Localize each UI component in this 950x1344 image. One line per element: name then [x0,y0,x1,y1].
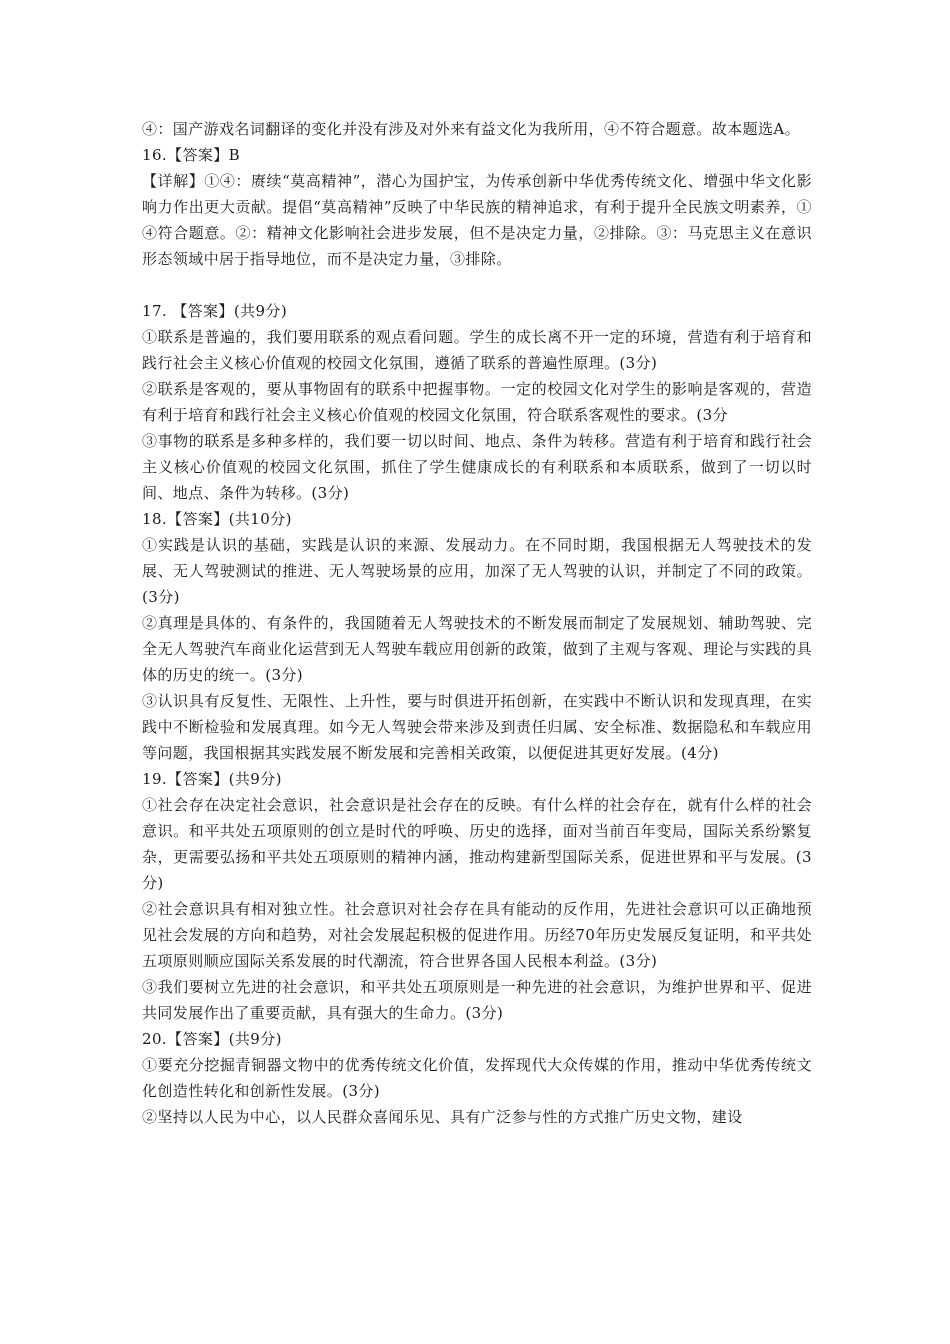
answer-heading-20: 20.【答案】(共9分) [142,1030,282,1048]
paragraph-q18-point-2: ②真理是具体的、有条件的，我国随着无人驾驶技术的不断发展而制定了发展规划、辅助驾驶、完全无人驾驶汽车商业化运营到无人驾驶车载应用创新的政策，做到了主观与客观、理论与实践的具体的历史的统一。(3分) [142,614,812,684]
answer-heading-16: 16.【答案】B [142,146,241,164]
blank-line [142,272,812,298]
document-page [142,116,812,1130]
paragraph-q19-point-2: ②社会意识具有相对独立性。社会意识对社会存在具有能动的反作用，先进社会意识可以正确地预见社会发展的方向和趋势，对社会发展起积极的促进作用。历经70年历史发展反复证明，和平共处五项原则顺应国际关系发展的时代潮流，符合世界各国人民根本利益。(3分) [142,900,812,970]
paragraph-q17-point-1: ①联系是普遍的，我们要用联系的观点看问题。学生的成长离不开一定的环境，营造有利于培育和践行社会主义核心价值观的校园文化氛围，遵循了联系的普遍性原理。(3分) [142,328,812,372]
paragraph-q17-point-3: ③事物的联系是多种多样的，我们要一切以时间、地点、条件为转移。营造有利于培育和践行社会主义核心价值观的校园文化氛围，抓住了学生健康成长的有利联系和本质联系，做到了一切以时间、地点、条件为转移。(3分) [142,432,812,502]
paragraph-q19-point-3: ③我们要树立先进的社会意识，和平共处五项原则是一种先进的社会意识，为维护世界和平、促进共同发展作出了重要贡献，具有强大的生命力。(3分) [142,978,812,1022]
answer-heading-17: 17. 【答案】(共9分) [142,302,288,320]
answer-heading-18: 18.【答案】(共10分) [142,510,292,528]
paragraph-q19-point-1: ①社会存在决定社会意识，社会意识是社会存在的反映。有什么样的社会存在，就有什么样的社会意识。和平共处五项原则的创立是时代的呼唤、历史的选择，面对当前百年变局，国际关系纷繁复杂，更需要弘扬和平共处五项原则的精神内涵，推动构建新型国际关系，促进世界和平与发展。(3分) [142,796,812,892]
paragraph-q18-point-3: ③认识具有反复性、无限性、上升性，要与时俱进开拓创新，在实践中不断认识和发现真理，在实践中不断检验和发展真理。如今无人驾驶会带来涉及到责任归属、安全标准、数据隐私和车载应用等问题，我国根据其实践发展不断发展和完善相关政策，以便促进其更好发展。(4分) [142,692,812,762]
paragraph-q16-explanation: 【详解】①④：赓续“莫高精神”，潜心为国护宝，为传承创新中华优秀传统文化、增强中华文化影响力作出更大贡献。提倡“莫高精神”反映了中华民族的精神追求，有利于提升全民族文明素养，①④符合题意。②：精神文化影响社会进步发展，但不是决定力量，②排除。③：马克思主义在意识形态领域中居于指导地位，而不是决定力量，③排除。 [142,172,812,268]
paragraph-q15-analysis-4: ④：国产游戏名词翻译的变化并没有涉及对外来有益文化为我所用，④不符合题意。故本题选A。 [142,120,801,138]
paragraph-q20-point-1: ①要充分挖掘青铜器文物中的优秀传统文化价值，发挥现代大众传媒的作用，推动中华优秀传统文化创造性转化和创新性发展。(3分) [142,1056,812,1100]
paragraph-q20-point-2: ②坚持以人民为中心，以人民群众喜闻乐见、具有广泛参与性的方式推广历史文物，建设 [142,1108,743,1126]
paragraph-q18-point-1: ①实践是认识的基础，实践是认识的来源、发展动力。在不同时期，我国根据无人驾驶技术的发展、无人驾驶测试的推进、无人驾驶场景的应用，加深了无人驾驶的认识，并制定了不同的政策。(3分) [142,536,812,606]
paragraph-q17-point-2: ②联系是客观的，要从事物固有的联系中把握事物。一定的校园文化对学生的影响是客观的，营造有利于培育和践行社会主义核心价值观的校园文化氛围，符合联系客观性的要求。(3分 [142,380,812,424]
answer-heading-19: 19.【答案】(共9分) [142,770,282,788]
